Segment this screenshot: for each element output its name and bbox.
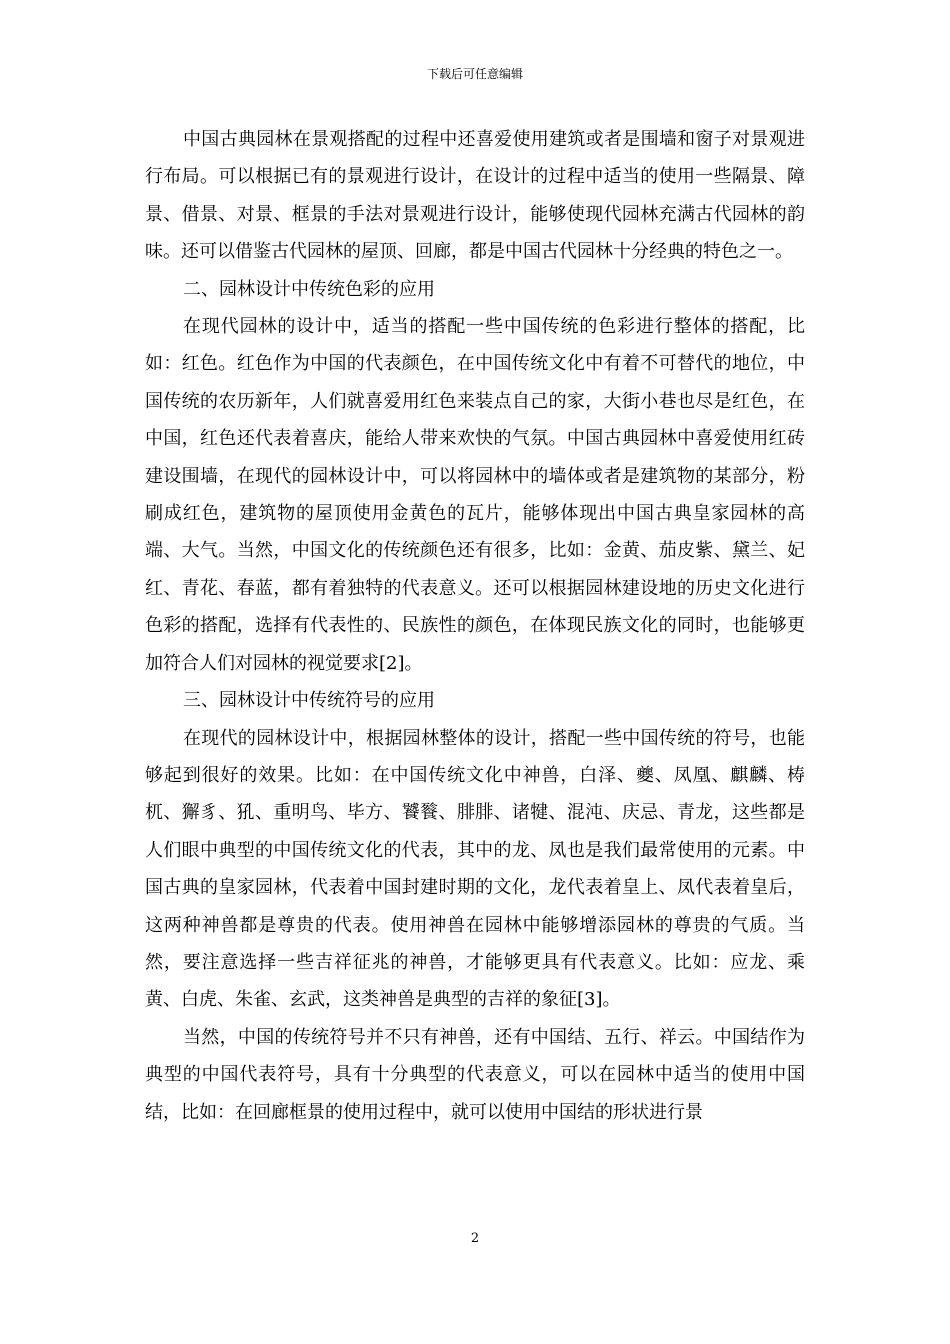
section-heading-symbols: 三、园林设计中传统符号的应用: [183, 690, 435, 712]
page-number: 2: [470, 1231, 480, 1246]
paragraph-traditional-color: 在现代园林的设计中，适当的搭配一些中国传统的色彩进行整体的搭配，比如：红色。红色作为中国的代表颜色，在中国传统文化中有着不可替代的地位，中国传统的农历新年，人们就喜爱用红色来装点自己的家，大街小巷也尽是红色，在中国，红色还代表着喜庆，能给人带来欢快的气氛。中国古典园林中喜爱使用红砖建设围墙，在现代的园林设计中，可以将园林中的墙体或者是建筑物的某部分，粉刷成红色，建筑物的屋顶使用金黄色的瓦片，能够体现出中国古典皇家园林的高端、大气。当然，中国文化的传统颜色还有很多，比如：金黄、茄皮紫、黛兰、妃红、青花、春蓝，都有着独特的代表意义。还可以根据园林建设地的历史文化进行色彩的搭配，选择有代表性的、民族性的颜色，在体现民族文化的同时，也能够更加符合人们对园林的视觉要求[2]。: [145, 316, 805, 674]
section-heading-color: 二、园林设计中传统色彩的应用: [183, 278, 435, 300]
document-body: [145, 121, 805, 1131]
page-header: 下载后可任意编辑: [426, 67, 523, 81]
paragraph-garden-layout: 中国古典园林在景观搭配的过程中还喜爱使用建筑或者是围墙和窗子对景观进行布局。可以根据已有的景观进行设计，在设计的过程中适当的使用一些隔景、障景、借景、对景、框景的手法对景观进行设计，能够使现代园林充满古代园林的韵味。还可以借鉴古代园林的屋顶、回廊，都是中国古代园林十分经典的特色之一。: [145, 129, 805, 263]
paragraph-traditional-symbols: 在现代的园林设计中，根据园林整体的设计，搭配一些中国传统的符号，也能够起到很好的效果。比如：在中国传统文化中神兽，白泽、夔、凤凰、麒麟、梼杌、獬豸、犼、重明鸟、毕方、饕餮、腓腓、诸犍、混沌、庆忌、青龙，这些都是人们眼中典型的中国传统文化的代表，其中的龙、凤也是我们最常使用的元素。中国古典的皇家园林，代表着中国封建时期的文化，龙代表着皇上、凤代表着皇后，这两种神兽都是尊贵的代表。使用神兽在园林中能够增添园林的尊贵的气质。当然，要注意选择一些吉祥征兆的神兽，才能够更具有代表意义。比如：应龙、乘黄、白虎、朱雀、玄武，这类神兽是典型的吉祥的象征[3]。: [145, 727, 805, 1011]
paragraph-chinese-knot: 当然，中国的传统符号并不只有神兽，还有中国结、五行、祥云。中国结作为典型的中国代表符号，具有十分典型的代表意义，可以在园林中适当的使用中国结，比如：在回廊框景的使用过程中，就可以使用中国结的形状进行景: [145, 1026, 805, 1123]
